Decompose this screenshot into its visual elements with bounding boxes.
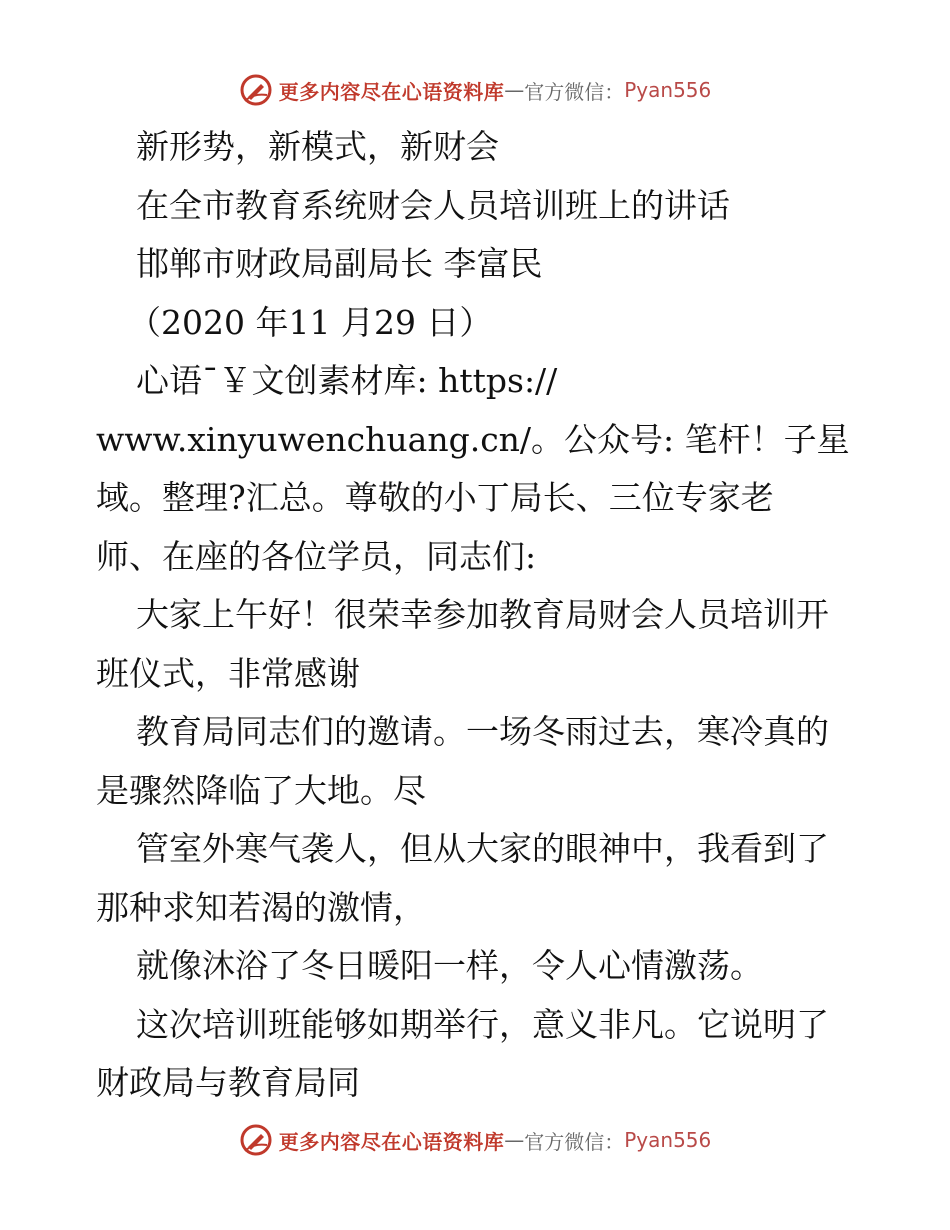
pen-logo-icon [239,73,273,107]
banner-separator: — [504,1128,525,1152]
banner-wechat-id: Pyan556 [624,78,712,102]
text-line: 师、在座的各位学员，同志们: [96,536,537,576]
doc-date: （2020 年11 月29 日） [128,302,493,342]
text-line: 心语¯￥文创素材库: https:// [136,361,558,400]
text-line: www.xinyuwenchuang.cn/。公众号: 笔杆！子星 [96,419,850,459]
text-line: 就像沐浴了冬日暖阳一样，令人心情激荡。 [136,946,763,985]
banner-wechat-id: Pyan556 [624,1128,712,1152]
text-line: 管室外寒气袭人，但从大家的眼神中，我看到了 [136,829,829,868]
document-body [96,118,866,1113]
doc-author: 邯郸市财政局副局长 李富民 [136,244,543,283]
doc-subtitle: 在全市教育系统财会人员培训班上的讲话 [136,185,730,225]
header-watermark-banner [0,68,950,112]
banner-label: 官方微信： [524,1129,625,1154]
text-line: 财政局与教育局同 [96,1063,360,1102]
text-line: 这次培训班能够如期举行，意义非凡。它说明了 [136,1004,829,1044]
doc-title: 新形势，新模式，新财会 [136,127,499,166]
text-line: 班仪式，非常感谢 [96,653,360,693]
text-line: 大家上午好！很荣幸参加教育局财会人员培训开 [136,595,829,634]
text-line: 域。整理?汇总。尊敬的小丁局长、三位专家老 [96,478,774,517]
text-line: 是骤然降临了大地。尽 [96,770,426,810]
banner-label: 官方微信： [524,79,625,104]
pen-logo-icon [239,1123,273,1157]
banner-brand: 更多内容尽在心语资料库 [278,1129,505,1154]
banner-separator: — [504,78,525,102]
banner-brand: 更多内容尽在心语资料库 [278,79,505,104]
text-line: 那种求知若渴的激情， [96,887,426,927]
text-line: 教育局同志们的邀请。一场冬雨过去，寒冷真的 [136,712,829,751]
footer-watermark-banner [0,1118,950,1162]
